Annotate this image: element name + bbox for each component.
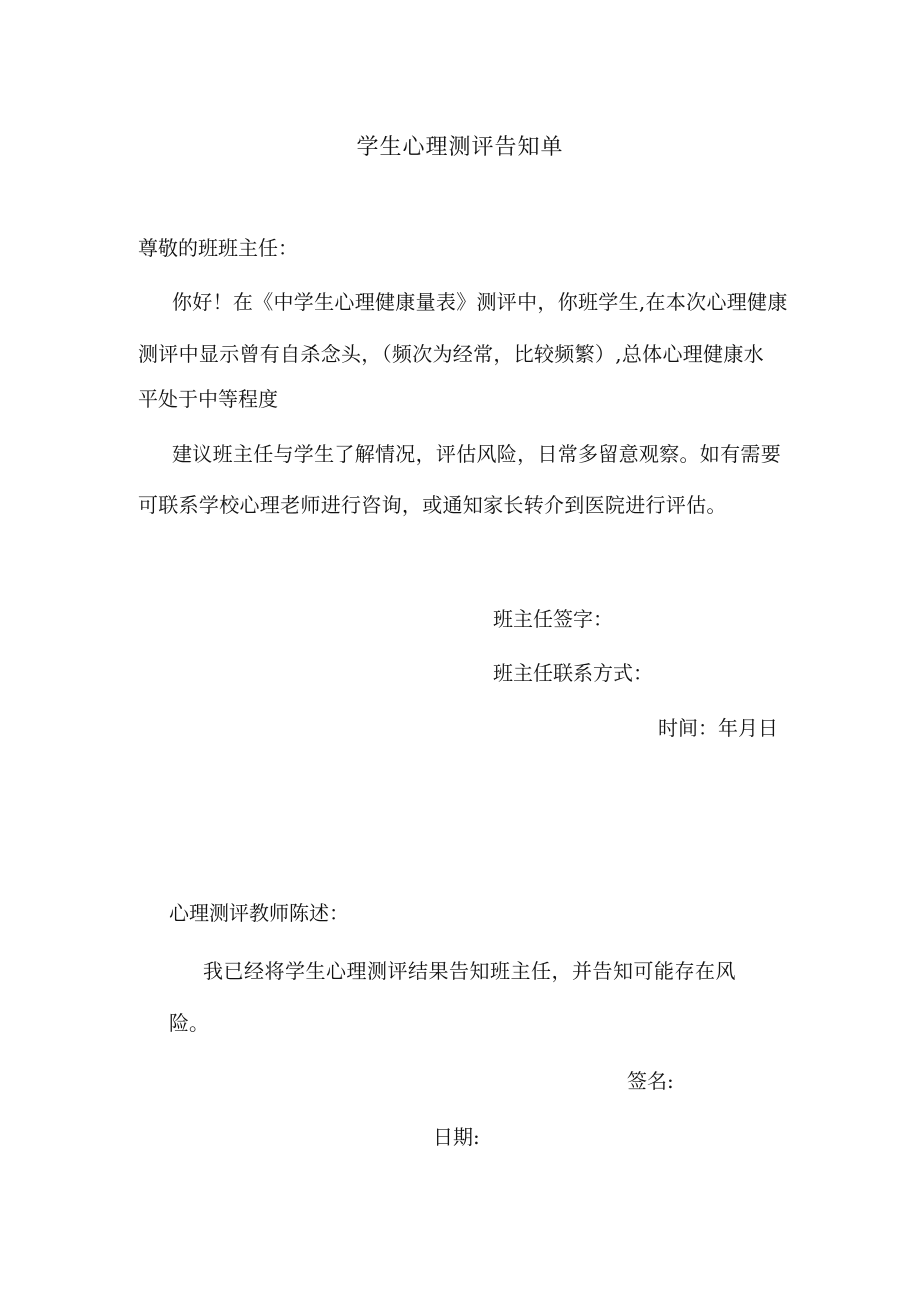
paragraph-2-line-2: 可联系学校心理老师进行咨询，或通知家长转介到医院进行评估。: [138, 493, 727, 517]
counselor-signature-label: 签名:: [627, 1069, 674, 1093]
counselor-statement-line-2: 险。: [169, 1011, 209, 1035]
time-label: 时间：年月日: [658, 716, 778, 740]
counselor-heading: 心理测评教师陈述：: [169, 901, 349, 925]
teacher-signature-label: 班主任签字：: [493, 607, 613, 631]
paragraph-1-line-2: 测评中显示曾有自杀念头，（频次为经常，比较频繁）,总体心理健康水: [138, 342, 764, 366]
paragraph-1-line-1: 你好！在《中学生心理健康量表》测评中，你班学生,在本次心理健康: [172, 290, 788, 314]
counselor-date-label: 日期:: [433, 1125, 480, 1149]
paragraph-2-line-1: 建议班主任与学生了解情况，评估风险，日常多留意观察。如有需要: [172, 442, 781, 466]
salutation: 尊敬的班班主任：: [138, 236, 298, 260]
teacher-contact-label: 班主任联系方式：: [493, 661, 653, 685]
counselor-statement-line-1: 我已经将学生心理测评结果告知班主任，并告知可能存在风: [203, 959, 736, 983]
document-title: 学生心理测评告知单: [356, 135, 564, 160]
paragraph-1-line-3: 平处于中等程度: [138, 387, 278, 411]
